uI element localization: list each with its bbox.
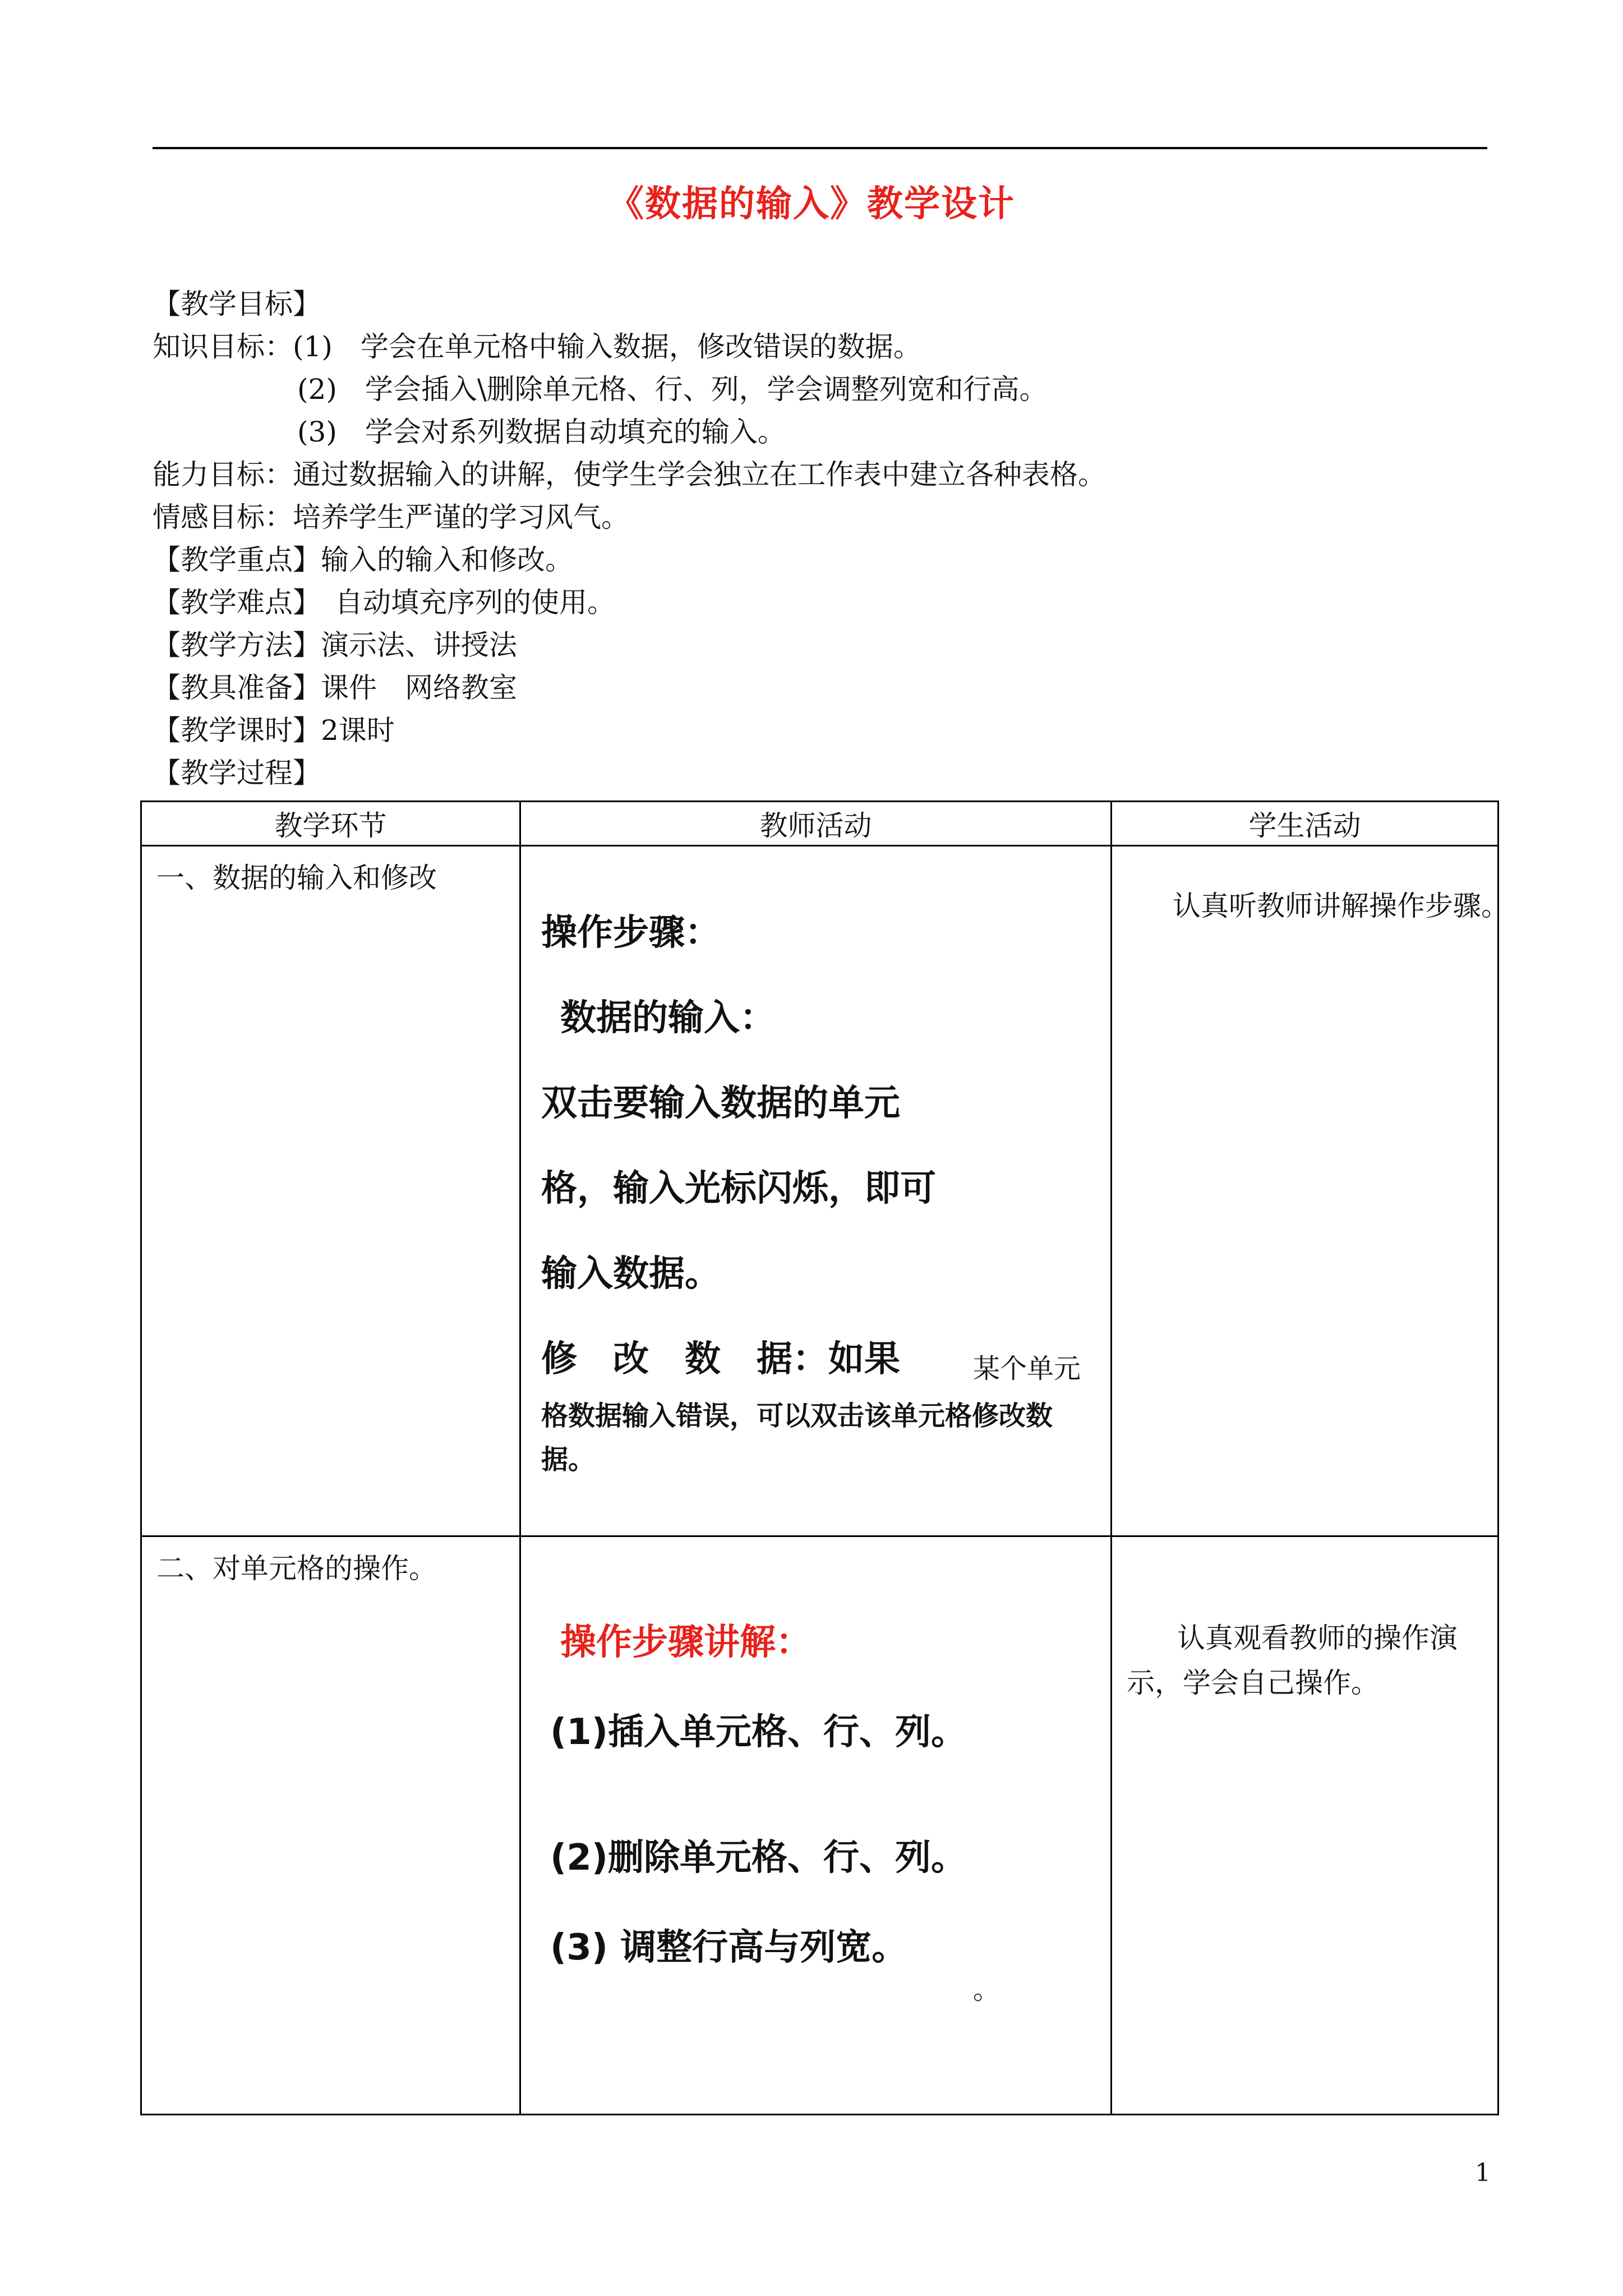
header-stage: 教学环节 (141, 802, 520, 846)
header-rule (153, 147, 1487, 149)
key-point: 【教学重点】输入的输入和修改。 (153, 544, 573, 576)
data-input-heading: 数据的输入： (560, 997, 776, 1039)
stage-cell (141, 846, 520, 1536)
document-title: 《数据的输入》教学设计 (608, 183, 1015, 225)
steps-heading: 操作步骤： (541, 912, 721, 954)
stage-label: 二、对单元格的操作。 (156, 1552, 437, 1585)
modify-text-tail: 某个单元 (973, 1353, 1081, 1384)
teaching-hours: 【教学课时】2课时 (153, 714, 395, 747)
instruction-line: 输入数据。 (541, 1253, 721, 1295)
trailing-mark: 。 (973, 1974, 1000, 2005)
student-activity-cell (1112, 846, 1509, 1536)
student-activity-text: 认真观看教师的操作演 (1177, 1622, 1458, 1654)
teacher-activity-cell (520, 846, 1112, 1536)
table-header-row (141, 802, 1498, 846)
stage-label: 一、数据的输入和修改 (156, 862, 437, 894)
knowledge-objective-1: 知识目标：(1) 学会在单元格中输入数据，修改错误的数据。 (153, 330, 921, 363)
objectives-header: 【教学目标】 (153, 288, 321, 320)
header-teacher-activity: 教师活动 (520, 802, 1112, 846)
student-activity-text: 认真听教师讲解操作步骤。 (1173, 890, 1509, 922)
table-row (141, 1536, 1498, 2115)
modify-heading: 修 改 数 据：如果 (541, 1338, 900, 1380)
student-activity-text: 示，学会自己操作。 (1127, 1667, 1379, 1699)
knowledge-objective-3: (3) 学会对系列数据自动填充的输入。 (297, 416, 786, 448)
process-header: 【教学过程】 (153, 757, 321, 789)
teacher-activity-cell (520, 1536, 1112, 2115)
stage-cell (141, 1536, 520, 2115)
step-delete: (2)删除单元格、行、列。 (550, 1837, 967, 1879)
instruction-line: 双击要输入数据的单元 (541, 1083, 900, 1124)
table-row (141, 846, 1498, 1536)
knowledge-objective-2: (2) 学会插入\删除单元格、行、列，学会调整列宽和行高。 (297, 373, 1048, 406)
emotion-objective: 情感目标：培养学生严谨的学习风气。 (153, 501, 629, 533)
steps-explanation-heading: 操作步骤讲解： (560, 1622, 811, 1663)
teaching-method: 【教学方法】演示法、讲授法 (153, 629, 517, 661)
page-number: 1 (1475, 2159, 1491, 2187)
modify-text: 据。 (541, 1444, 596, 1475)
step-adjust: (3) 调整行高与列宽。 (550, 1927, 908, 1968)
difficulty: 【教学难点】 自动填充序列的使用。 (153, 586, 615, 619)
step-insert: (1)插入单元格、行、列。 (550, 1711, 967, 1753)
student-activity-cell (1112, 1536, 1498, 2115)
header-student-activity: 学生活动 (1112, 802, 1498, 846)
ability-objective: 能力目标：通过数据输入的讲解，使学生学会独立在工作表中建立各种表格。 (153, 458, 1106, 491)
instruction-line: 格，输入光标闪烁，即可 (541, 1168, 936, 1209)
teaching-process-table (140, 800, 1509, 2115)
modify-text: 格数据输入错误，可以双击该单元格修改数 (541, 1400, 1053, 1432)
teaching-tools: 【教具准备】课件 网络教室 (153, 671, 517, 704)
